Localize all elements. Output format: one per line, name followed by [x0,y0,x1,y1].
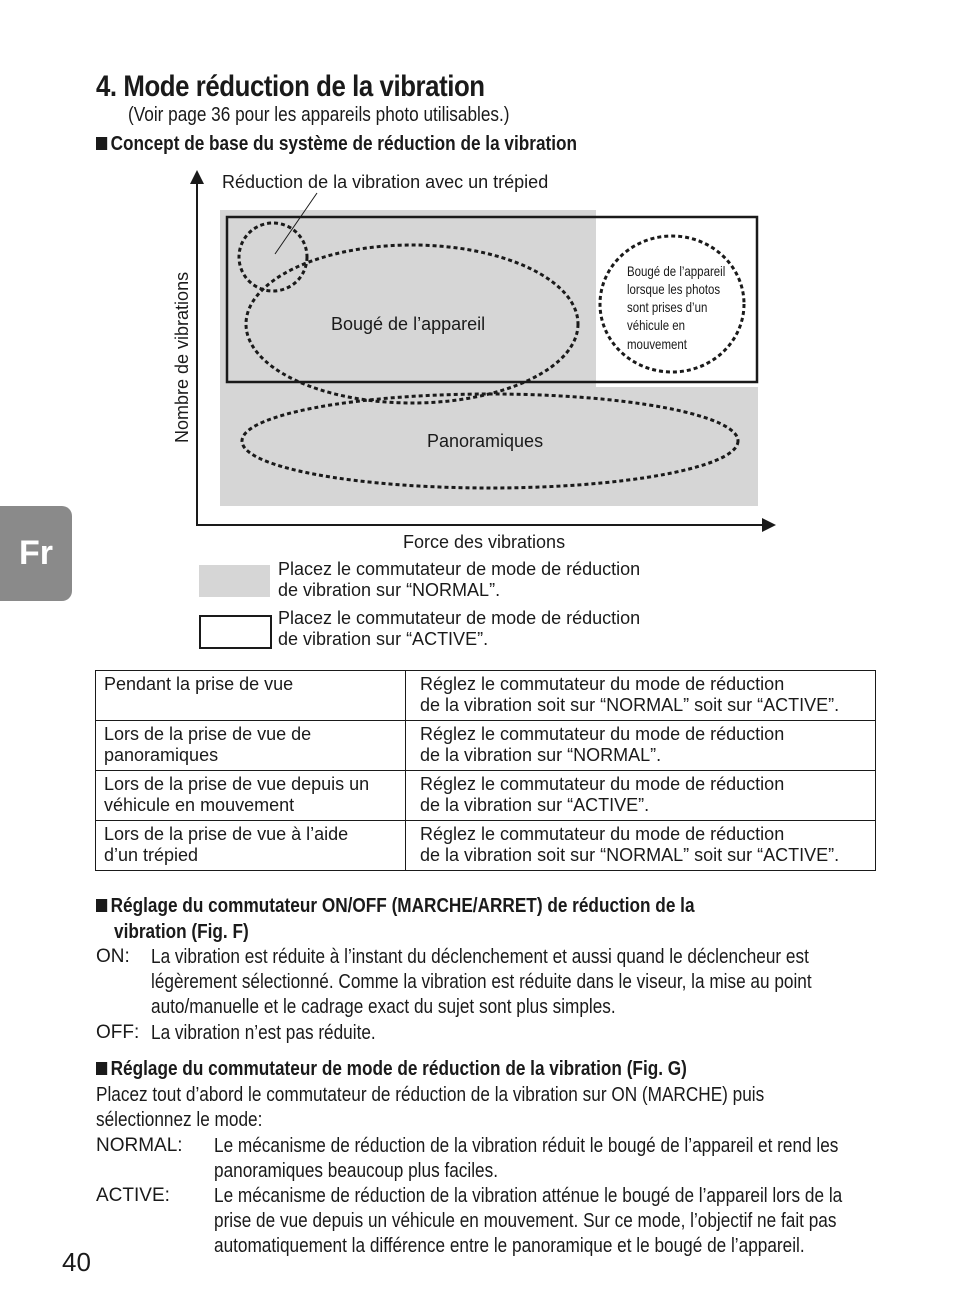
table-row [96,771,876,821]
section-heading-onoff [96,895,695,918]
vehicle-label-line: mouvement [627,335,687,353]
bullet-square-icon [96,1062,107,1075]
legend-normal-text [278,559,640,601]
table-cell-situation: Lors de la prise de vue depuis un véhicule en mouvement [96,771,406,821]
legend-active-line: de vibration sur “ACTIVE”. [278,629,489,649]
bullet-square-icon [96,899,107,912]
vehicle-label-line: sont prises d’un [627,298,708,316]
page-title: 4. Mode réduction de la vibration [96,70,485,103]
normal-description-line: panoramiques beaucoup plus faciles. [214,1160,498,1182]
normal-description [214,1134,838,1184]
table-cell-situation: Lors de la prise de vue de panoramiques [96,721,406,771]
normal-description-line: Le mécanisme de réduction de la vibration réduit le bougé de l’appareil et rend les [214,1135,839,1157]
language-tab: Fr [0,506,72,601]
active-description-line: Le mécanisme de réduction de la vibration atténue le bougé de l’appareil lors de la [214,1185,843,1207]
y-axis-label: Nombre de vibrations [172,271,192,443]
table-cell-situation: Pendant la prise de vue [96,671,406,721]
tripod-label: Réduction de la vibration avec un trépied [222,172,549,192]
table-row [96,671,876,721]
table-cell-setting: Réglez le commutateur du mode de réduction de la vibration soit sur “NORMAL” soit sur “ACTIVE”. [406,821,876,871]
section-heading-mode-text: Réglage du commutateur de mode de réduction de la vibration (Fig. G) [110,1058,687,1080]
legend-active-line: Placez le commutateur de mode de réduction [278,608,641,628]
table-cell-situation: Lors de la prise de vue à l’aide d’un trépied [96,821,406,871]
on-description-line: La vibration est réduite à l’instant du déclenchement et aussi quand le déclencheur est [151,946,809,968]
legend-active-text [278,608,640,650]
page-subtitle: (Voir page 36 pour les appareils photo utilisables.) [128,104,510,126]
on-description-line: légèrement sélectionné. Comme la vibration est réduite dans le viseur, la mise au point [151,971,812,993]
section-heading-concept-text: Concept de base du système de réduction de la vibration [110,133,578,155]
active-description-line: automatiquement la différence entre le panoramique et le bougé de l’appareil. [214,1235,805,1257]
camera-shake-label: Bougé de l’appareil [331,314,486,334]
vehicle-label-line: Bougé de l’appareil [627,262,726,280]
section-heading-onoff-line2: vibration (Fig. F) [114,921,249,943]
legend-normal-line: Placez le commutateur de mode de réduction [278,559,641,579]
legend-active-swatch [199,615,272,649]
vehicle-label-line: lorsque les photos [627,280,721,298]
table-cell-setting: Réglez le commutateur du mode de réduction de la vibration soit sur “NORMAL” soit sur “ACTIVE”. [406,671,876,721]
section-heading-onoff-text: Réglage du commutateur ON/OFF (MARCHE/ARRET) de réduction de la [110,895,695,917]
vehicle-label-line: véhicule en [627,316,686,334]
settings-table [95,670,876,871]
page-number: 40 [62,1247,91,1277]
active-description-line: prise de vue depuis un véhicule en mouvement. Sur ce mode, l’objectif ne fait pas [214,1210,837,1232]
on-label: ON: [96,946,130,967]
on-description [151,945,812,1020]
y-axis-arrow-icon [190,170,204,184]
legend-normal-swatch [199,565,270,597]
table-row [96,721,876,771]
active-label: ACTIVE: [96,1185,170,1206]
mode-intro-line: Placez tout d’abord le commutateur de réduction de la vibration sur ON (MARCHE) puis [96,1084,765,1106]
mode-intro [96,1083,764,1133]
off-label: OFF: [96,1022,140,1043]
x-axis-arrow-icon [762,518,776,532]
table-cell-setting: Réglez le commutateur du mode de réduction de la vibration sur “NORMAL”. [406,721,876,771]
x-axis-label: Force des vibrations [403,532,566,552]
panning-label: Panoramiques [427,431,544,451]
on-description-line: auto/manuelle et le cadrage exact du sujet sont plus simples. [151,996,616,1018]
mode-intro-line: sélectionnez le mode: [96,1109,263,1131]
active-description [214,1184,842,1259]
table-row [96,821,876,871]
legend-normal-line: de vibration sur “NORMAL”. [278,580,501,600]
table-cell-setting: Réglez le commutateur du mode de réduction de la vibration sur “ACTIVE”. [406,771,876,821]
section-heading-mode [96,1058,687,1081]
off-description: La vibration n’est pas réduite. [151,1022,376,1044]
normal-label: NORMAL: [96,1135,183,1156]
